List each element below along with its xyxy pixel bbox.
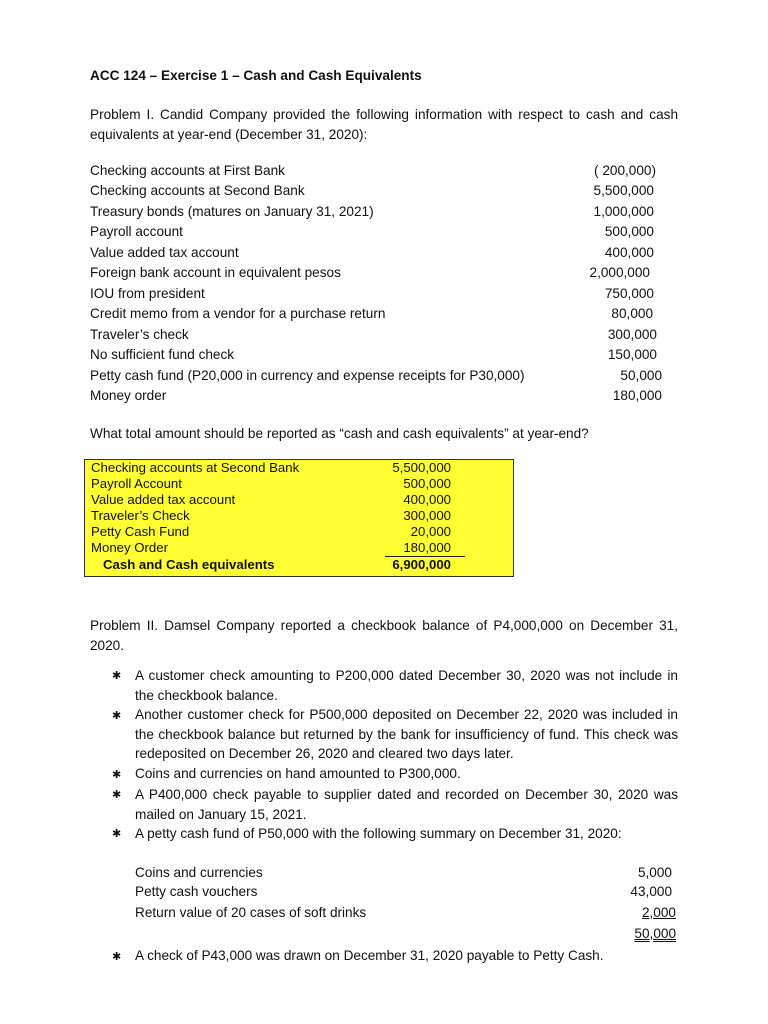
list-item (90, 284, 662, 304)
list-item: A petty cash fund of P50,000 with the following summary on December 31, 2020: (135, 826, 622, 841)
list-item (90, 181, 662, 201)
item-amount: 5,500,000 (593, 183, 654, 198)
answer-amount: 5,500,000 (392, 460, 451, 475)
answer-amount: 400,000 (403, 492, 451, 507)
item-label: Foreign bank account in equivalent pesos (90, 265, 341, 280)
item-label: Money order (90, 388, 167, 403)
list-item (90, 243, 662, 263)
answer-total-amount: 6,900,000 (392, 557, 451, 572)
answer-label: Petty Cash Fund (91, 524, 190, 539)
answer-amount: 500,000 (403, 476, 451, 491)
petty-cash-total-row (135, 924, 676, 944)
petty-cash-row (135, 882, 676, 902)
answer-label: Checking accounts at Second Bank (91, 460, 300, 475)
petty-cash-label: Petty cash vouchers (135, 884, 258, 899)
petty-cash-label: Return value of 20 cases of soft drinks (135, 905, 367, 920)
item-label: Value added tax account (90, 245, 239, 260)
item-label: No sufficient fund check (90, 347, 235, 362)
petty-cash-amount: 43,000 (630, 884, 672, 899)
item-label: Checking accounts at First Bank (90, 163, 285, 178)
list-item (90, 386, 662, 406)
petty-cash-row (135, 863, 676, 883)
document-title: ACC 124 – Exercise 1 – Cash and Cash Equivalents (90, 68, 422, 83)
list-item: A customer check amounting to P200,000 dated December 30, 2020 was not include in the checkbook balance. (135, 668, 678, 703)
answer-total-label: Cash and Cash equivalents (103, 557, 275, 572)
item-amount: 300,000 (607, 327, 657, 342)
petty-cash-row (135, 903, 676, 923)
item-label: Credit memo from a vendor for a purchase return (90, 306, 386, 321)
petty-cash-amount: 2,000 (641, 905, 676, 920)
item-label: Traveler’s check (90, 327, 189, 342)
answer-label: Value added tax account (91, 492, 236, 507)
item-label: Petty cash fund (P20,000 in currency and expense receipts for P30,000) (90, 368, 525, 383)
answer-row (91, 476, 451, 492)
list-item: Another customer check for P500,000 deposited on December 22, 2020 was included in the checkbook balance but returned by the bank for insufficiency of fund. This check was redeposited on December 26, 2020 and cleared two days later. (135, 707, 678, 762)
answer-amount: 180,000 (403, 540, 451, 555)
item-amount: 2,000,000 (589, 265, 650, 280)
item-amount: 80,000 (611, 306, 653, 321)
answer-row (91, 540, 451, 556)
list-item: A check of P43,000 was drawn on December 31, 2020 payable to Petty Cash. (135, 948, 604, 963)
asterisk-bullet-icon: ✱ (112, 769, 122, 781)
answer-total-row (91, 557, 451, 573)
problem-2-intro: Problem II. Damsel Company reported a checkbook balance of P4,000,000 on December 31, 2020. (90, 618, 678, 653)
petty-cash-amount: 5,000 (637, 865, 672, 880)
item-label: Checking accounts at Second Bank (90, 183, 305, 198)
item-amount: 400,000 (604, 245, 654, 260)
item-amount: 500,000 (604, 224, 654, 239)
petty-cash-label: Coins and currencies (135, 865, 263, 880)
item-amount: 150,000 (607, 347, 657, 362)
list-item (90, 366, 662, 386)
item-label: Payroll account (90, 224, 183, 239)
list-item (90, 263, 662, 283)
answer-row (91, 492, 451, 508)
item-amount: 1,000,000 (593, 204, 654, 219)
list-item (90, 202, 662, 222)
problem-1-question: What total amount should be reported as “cash and cash equivalents” at year-end? (90, 426, 589, 441)
asterisk-bullet-icon: ✱ (112, 710, 122, 722)
asterisk-bullet-icon: ✱ (112, 789, 122, 801)
answer-amount: 300,000 (403, 508, 451, 523)
answer-row (91, 508, 451, 524)
list-item: A P400,000 check payable to supplier dated and recorded on December 30, 2020 was mailed on January 15, 2021. (135, 787, 678, 822)
list-item (90, 345, 662, 365)
answer-label: Payroll Account (91, 476, 182, 491)
petty-cash-total: 50,000 (634, 926, 676, 941)
list-item (90, 222, 662, 242)
answer-label: Money Order (91, 540, 168, 555)
list-item (90, 304, 662, 324)
list-item: Coins and currencies on hand amounted to P300,000. (135, 766, 461, 781)
list-item (90, 325, 662, 345)
item-label: IOU from president (90, 286, 205, 301)
asterisk-bullet-icon: ✱ (112, 670, 122, 682)
asterisk-bullet-icon: ✱ (112, 828, 122, 840)
item-amount: 180,000 (612, 388, 662, 403)
item-label: Treasury bonds (matures on January 31, 2021) (90, 204, 374, 219)
answer-box (84, 459, 514, 577)
answer-row (91, 460, 451, 476)
answer-amount: 20,000 (410, 524, 451, 539)
answer-label: Traveler’s Check (91, 508, 190, 523)
item-amount: 50,000 (620, 368, 662, 383)
asterisk-bullet-icon: ✱ (112, 951, 122, 963)
problem-1-intro: Problem I. Candid Company provided the following information with respect to cash and cash equivalents at year-end (December 31, 2020): (90, 107, 678, 142)
item-amount: ( 200,000) (594, 163, 656, 178)
item-amount: 750,000 (604, 286, 654, 301)
list-item (90, 161, 662, 181)
answer-row (91, 524, 451, 540)
